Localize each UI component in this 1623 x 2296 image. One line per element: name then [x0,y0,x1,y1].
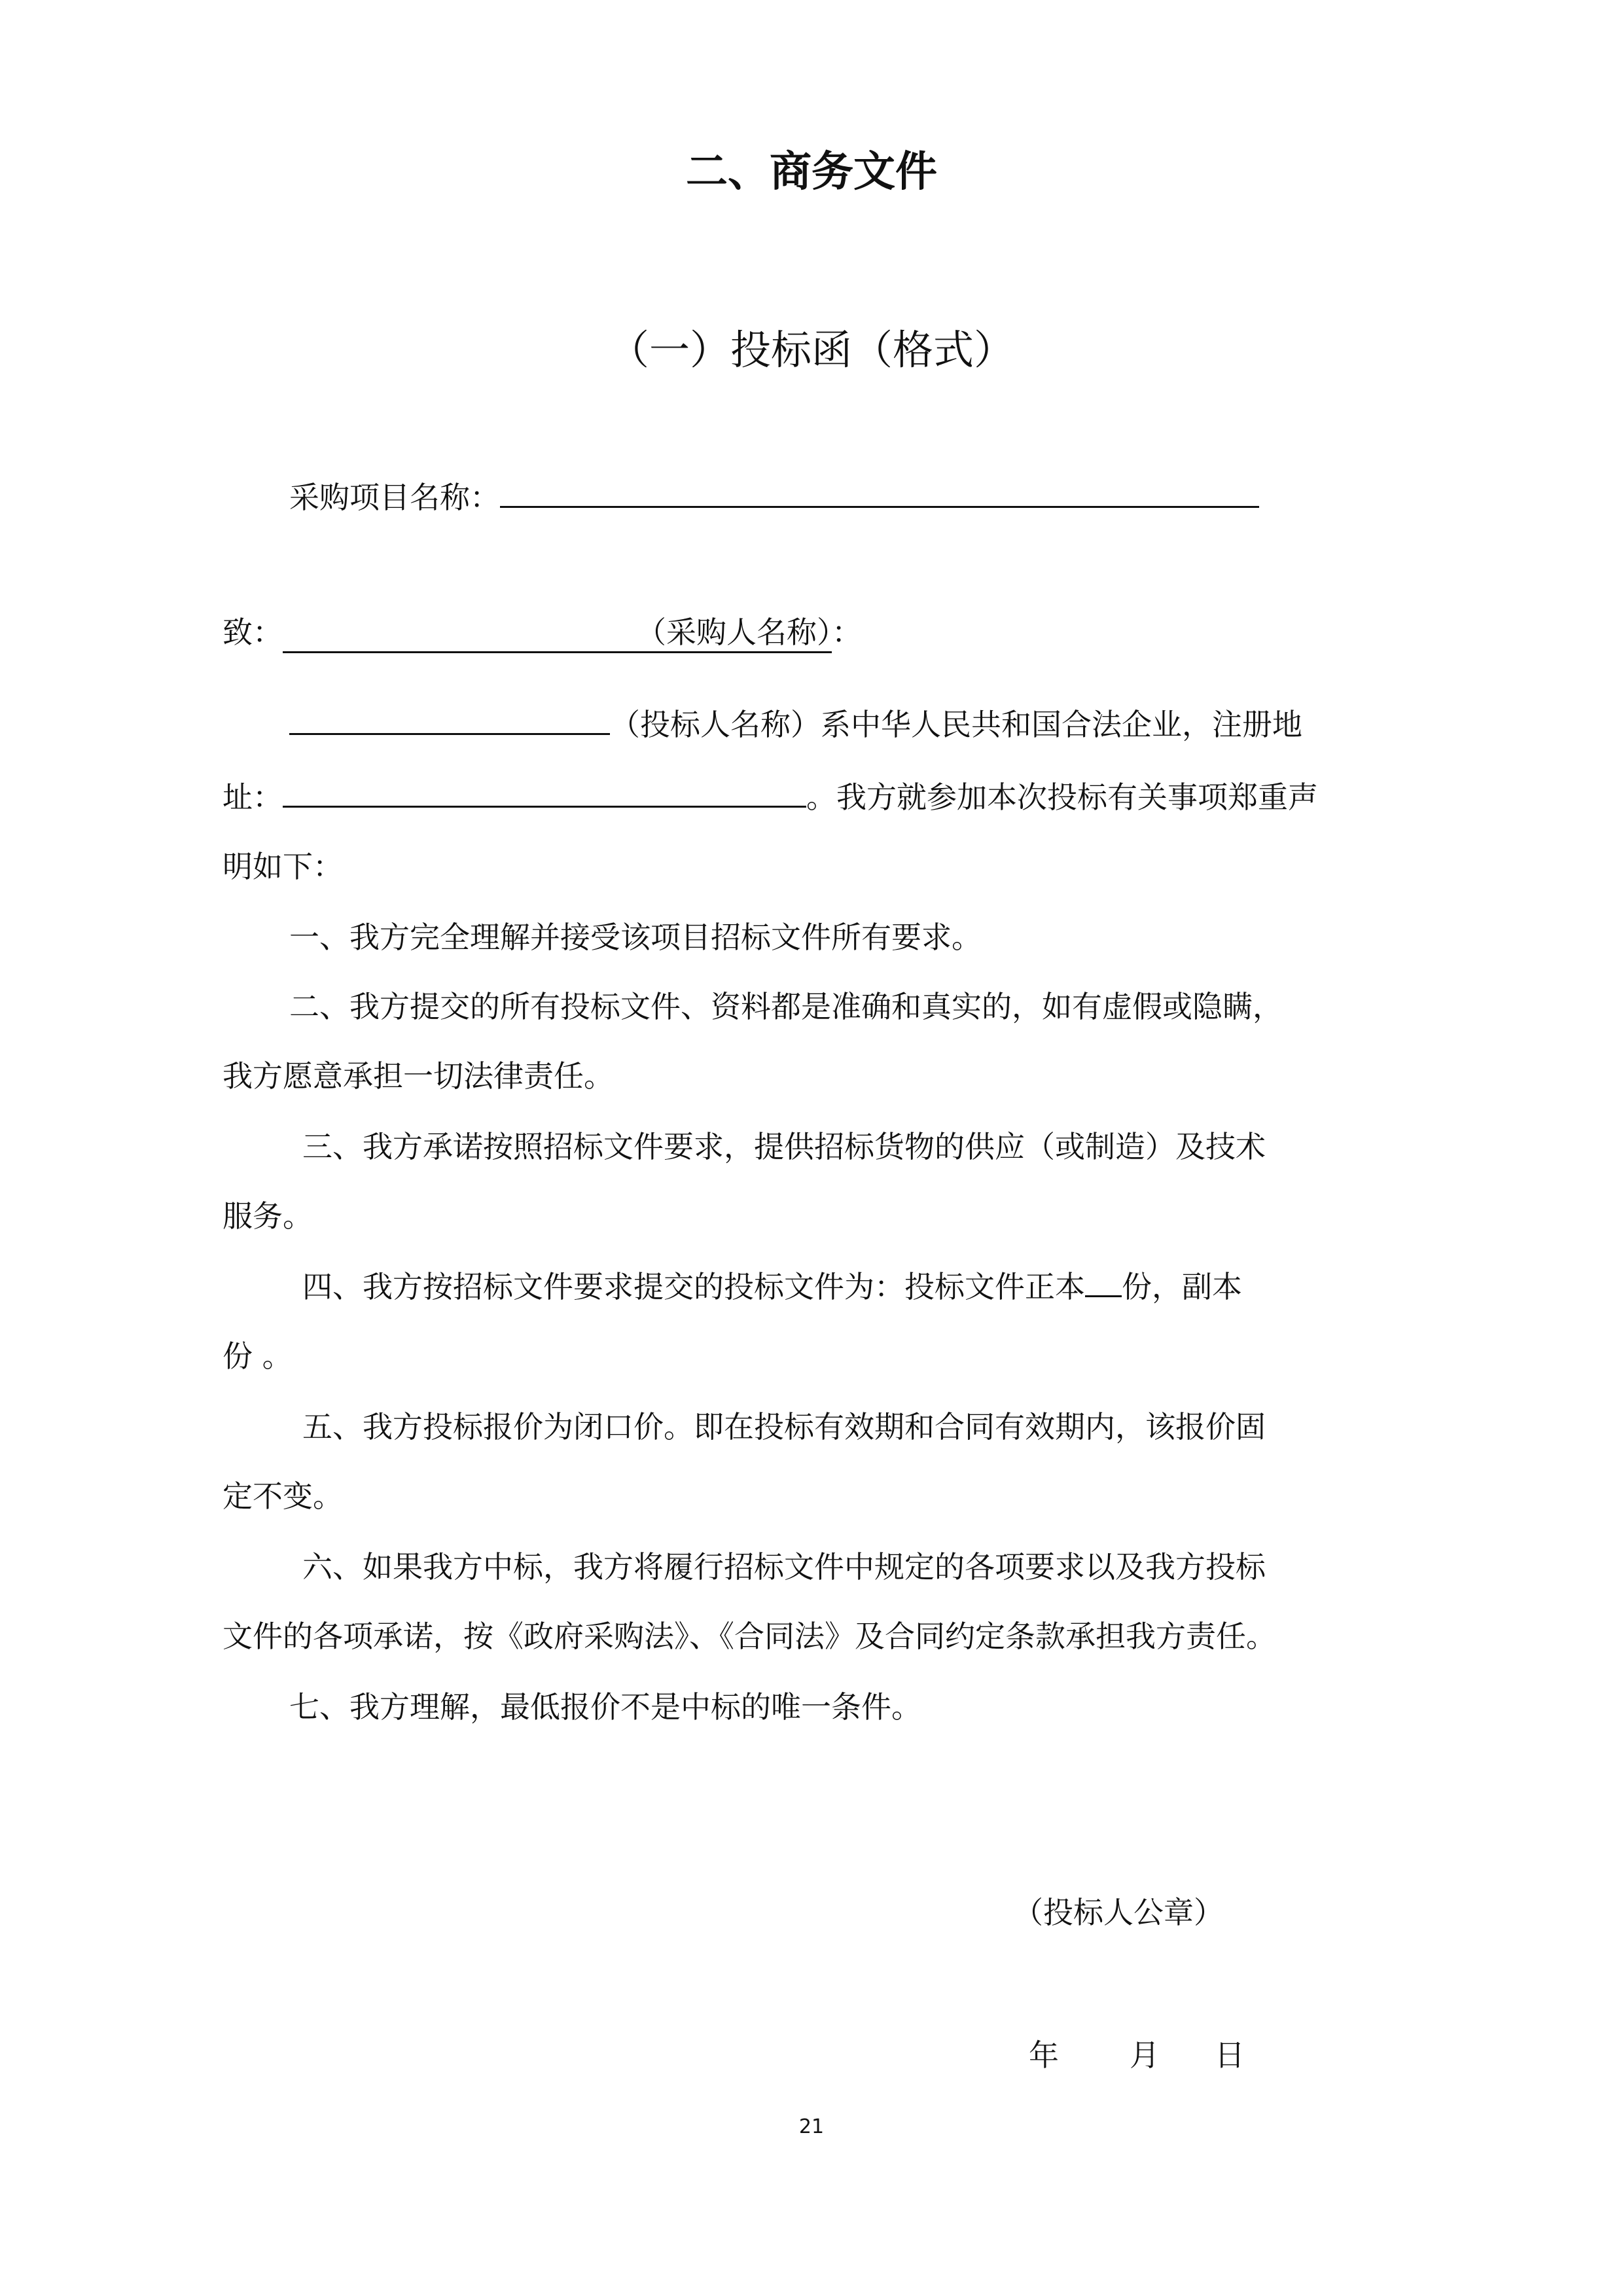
page-number: 21 [798,2115,825,2138]
clause-5-line-2: 定不变。 [223,1479,343,1514]
address-blank[interactable] [283,777,806,808]
clause-3-line-1: 三、我方承诺按照招标文件要求，提供招标货物的供应（或制造）及技术 [302,1129,1266,1164]
address-suffix: 。我方就参加本次投标有关事项郑重声 [806,780,1318,815]
clause-4-line-2: 份 。 [223,1338,293,1374]
project-name-blank[interactable] [500,477,1259,508]
project-name-label: 采购项目名称： [289,480,500,515]
clause-1: 一、我方完全理解并接受该项目招标文件所有要求。 [289,920,982,955]
clause-4-text-pre: 四、我方按招标文件要求提交的投标文件为：投标文件正本 [302,1269,1085,1304]
original-copies-blank[interactable] [1085,1266,1122,1297]
address-continuation: 明如下： [223,849,343,884]
document-subtitle: （一）投标函（格式） [608,326,1014,374]
clause-4-line-1 [302,1266,1242,1308]
recipient-suffix: ： [832,615,862,650]
clause-2-line-2: 我方愿意承担一切法律责任。 [223,1058,614,1094]
bidder-hint: （投标人名称）系中华人民共和国合法企业，注册地 [610,707,1302,742]
date-month: 月 [1130,2037,1160,2073]
address-prefix: 址： [223,780,283,815]
clause-6-line-2: 文件的各项承诺，按《政府采购法》、《合同法》及合同约定条款承担我方责任。 [223,1619,1276,1654]
recipient-row [223,611,862,653]
clause-4-text-post: 份，副本 [1122,1269,1242,1304]
chapter-title: 二、商务文件 [686,148,937,196]
clause-2-line-1: 二、我方提交的所有投标文件、资料都是准确和真实的，如有虚假或隐瞒， [289,989,1283,1024]
clause-5-line-1: 五、我方投标报价为闭口价。即在投标有效期和合同有效期内，该报价固 [302,1409,1266,1444]
recipient-prefix: 致： [223,615,283,650]
project-name-row [289,476,1259,518]
recipient-hint: （采购人名称） [636,615,832,650]
bidder-row [289,704,1302,745]
recipient-blank[interactable] [283,615,832,653]
clause-6-line-1: 六、如果我方中标，我方将履行招标文件中规定的各项要求以及我方投标 [302,1549,1266,1585]
date-year: 年 [1029,2037,1059,2073]
bidder-name-blank[interactable] [289,704,610,735]
bidder-seal-label: （投标人公章） [1013,1895,1224,1930]
clause-7: 七、我方理解，最低报价不是中标的唯一条件。 [289,1689,921,1725]
address-row [223,776,1318,818]
clause-3-line-2: 服务。 [223,1198,313,1234]
date-day: 日 [1215,2037,1245,2073]
